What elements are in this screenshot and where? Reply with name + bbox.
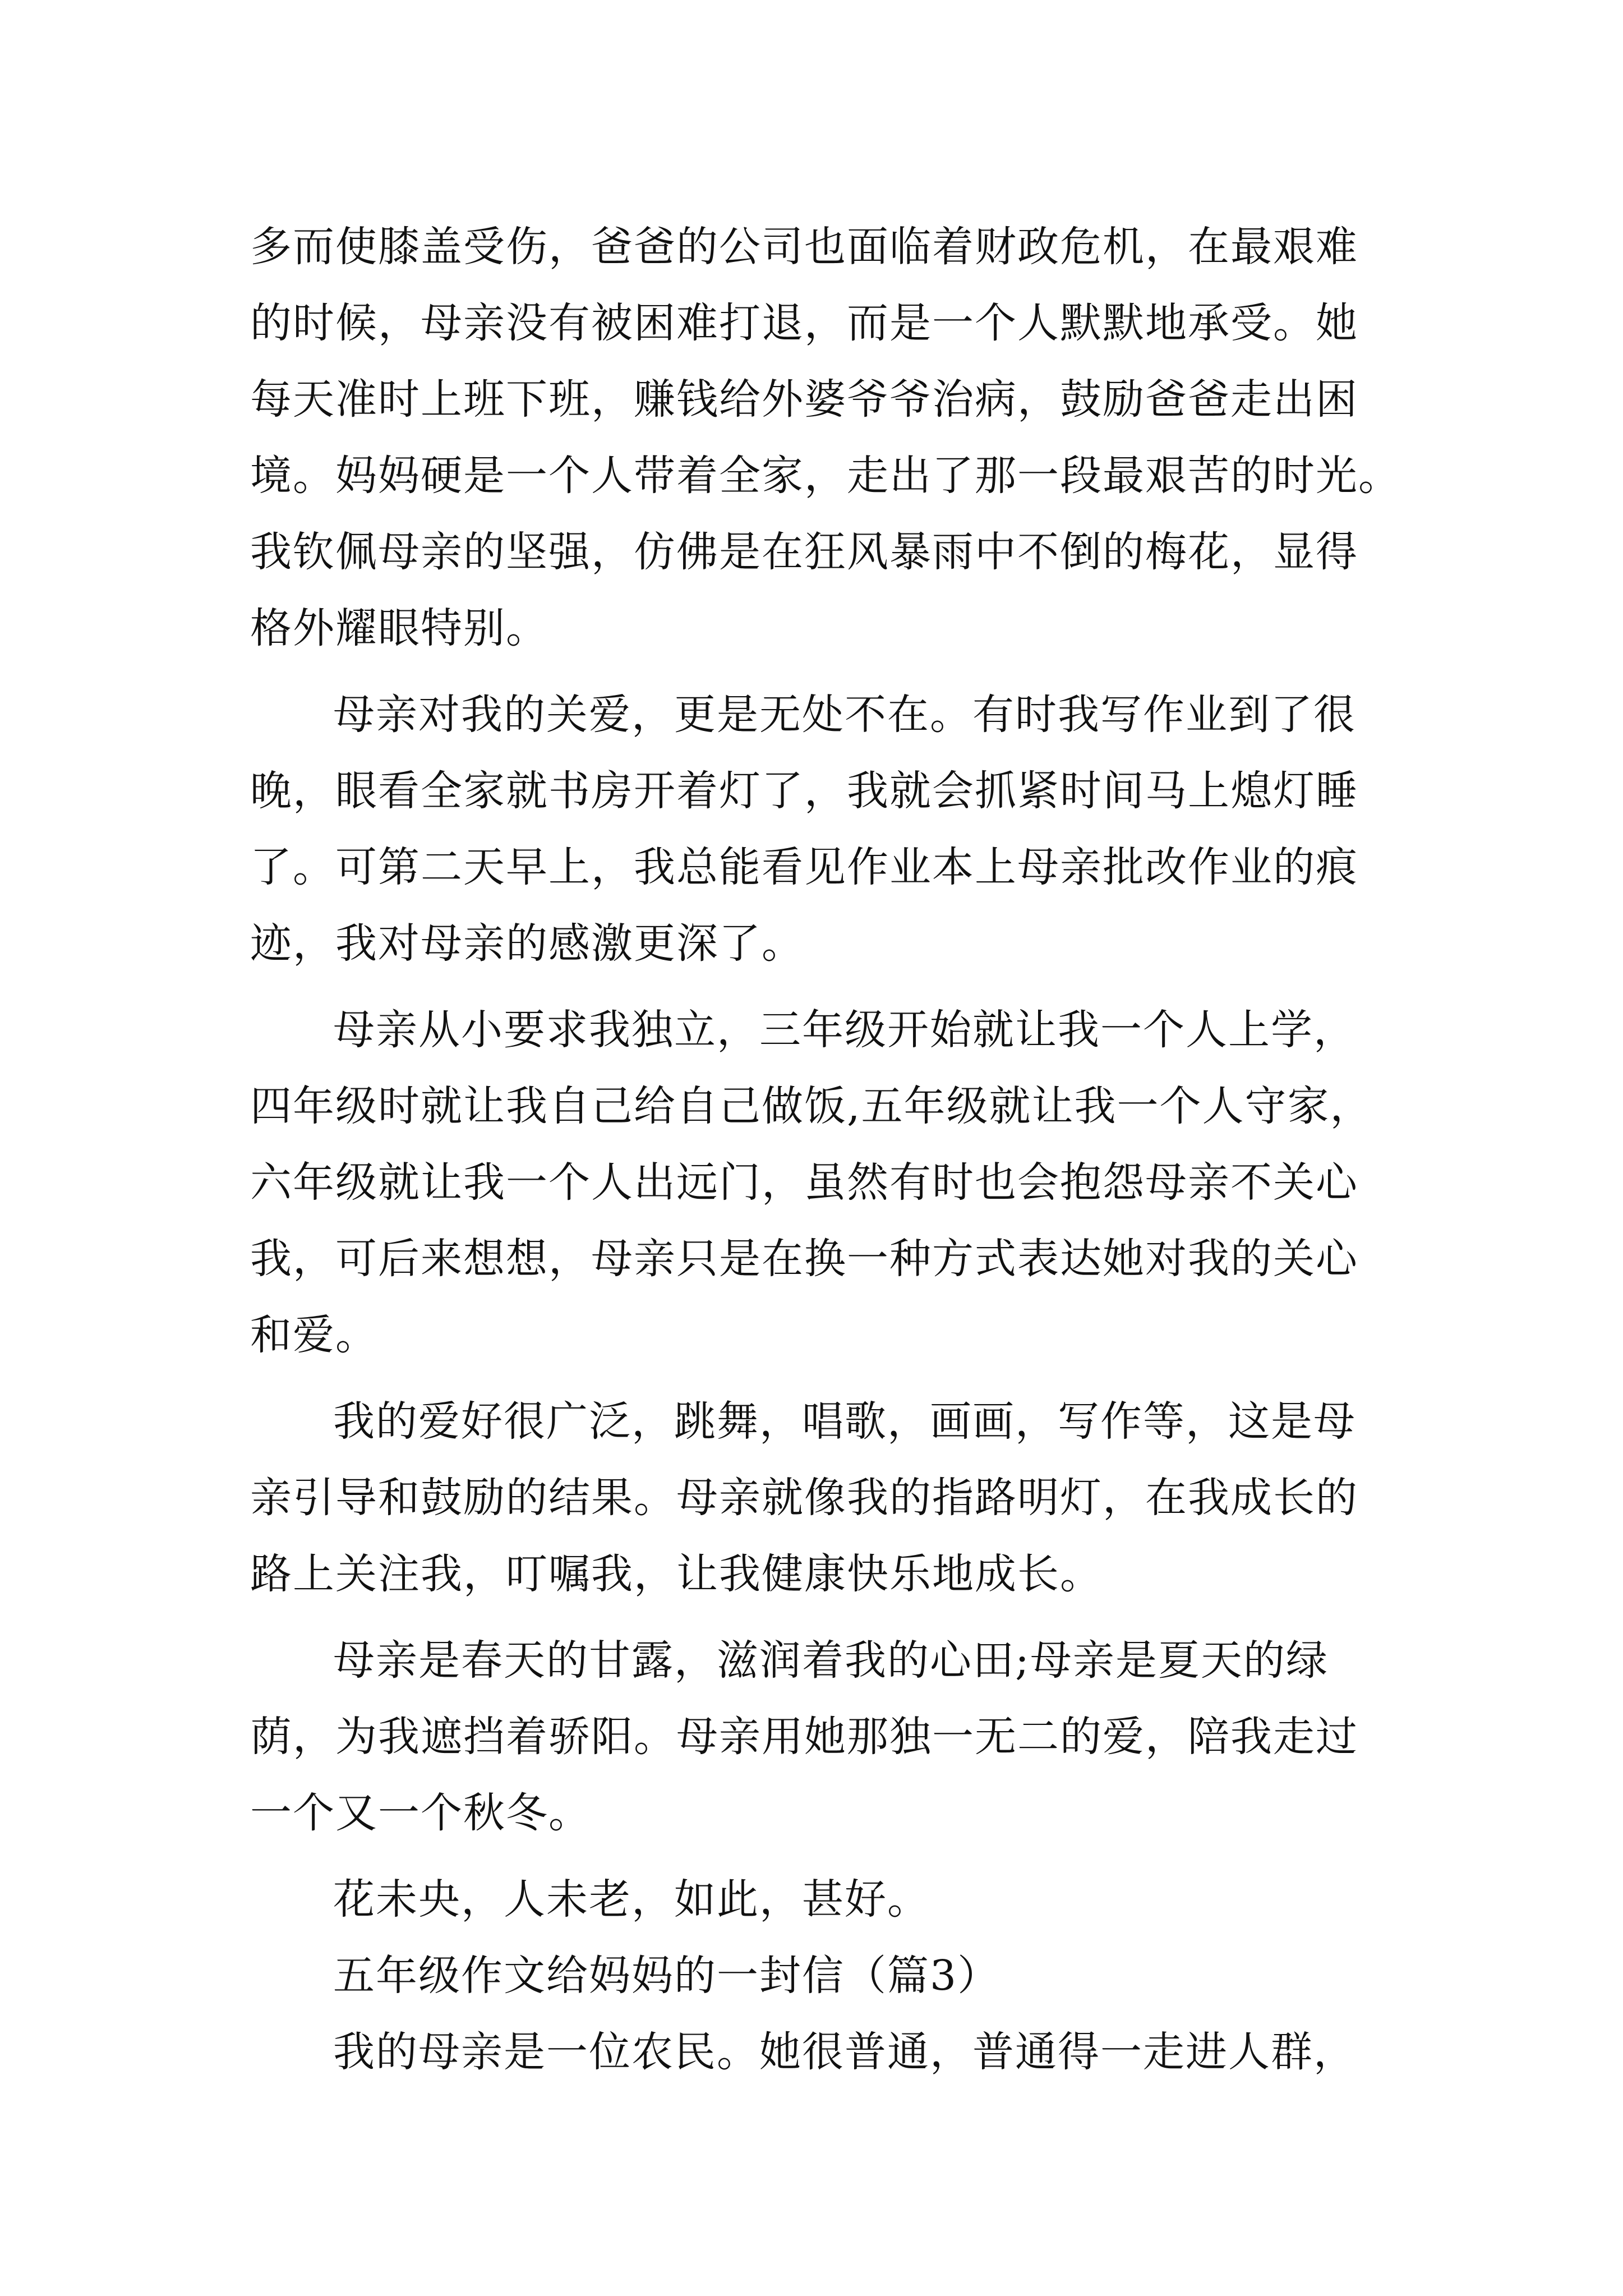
text-line: 我钦佩母亲的坚强，仿佛是在狂风暴雨中不倒的梅花，显得 — [250, 528, 1358, 576]
text-line: 我的母亲是一位农民。她很普通，普通得一走进人群， — [333, 2028, 1356, 2076]
text-line: 母亲从小要求我独立，三年级开始就让我一个人上学， — [333, 1006, 1356, 1054]
paragraph — [250, 992, 1389, 1373]
text-line: 路上关注我，叮嘱我，让我健康快乐地成长。 — [250, 1550, 1103, 1598]
section-heading — [250, 1938, 1389, 2014]
paragraph — [250, 677, 1389, 982]
text-line: 一个又一个秋冬。 — [250, 1789, 591, 1837]
text-line: 了。可第二天早上，我总能看见作业本上母亲批改作业的痕 — [250, 843, 1358, 891]
text-line: 荫，为我遮挡着骄阳。母亲用她那独一无二的爱，陪我走过 — [250, 1713, 1358, 1761]
text-line: 和爱。 — [250, 1311, 378, 1359]
text-line: 亲引导和鼓励的结果。母亲就像我的指路明灯，在我成长的 — [250, 1474, 1358, 1522]
text-line: 六年级就让我一个人出远门，虽然有时也会抱怨母亲不关心 — [250, 1158, 1358, 1207]
text-line: 晚，眼看全家就书房开着灯了，我就会抓紧时间马上熄灯睡 — [250, 767, 1358, 815]
paragraph — [250, 1622, 1389, 1851]
text-line: 的时候，母亲没有被困难打退，而是一个人默默地承受。她 — [250, 299, 1358, 347]
text-line: 迹，我对母亲的感激更深了。 — [250, 919, 804, 968]
paragraph — [250, 209, 1401, 666]
text-line: 多而使膝盖受伤，爸爸的公司也面临着财政危机，在最艰难 — [250, 223, 1358, 271]
text-line: 母亲对我的关爱，更是无处不在。有时我写作业到了很 — [333, 691, 1356, 739]
text-line: 格外耀眼特别。 — [250, 604, 548, 652]
text-line: 母亲是春天的甘露，滋润着我的心田;母亲是夏天的绿 — [333, 1636, 1329, 1685]
document-body — [250, 209, 1401, 2090]
text-line: 境。妈妈硬是一个人带着全家，走出了那一段最艰苦的时光。 — [250, 452, 1401, 500]
text-line: 四年级时就让我自己给自己做饭,五年级就让我一个人守家， — [250, 1082, 1373, 1130]
text-line: 每天准时上班下班，赚钱给外婆爷爷治病，鼓励爸爸走出困 — [250, 375, 1358, 424]
paragraph — [250, 1383, 1389, 1612]
paragraph — [250, 1861, 1389, 1938]
text-line: 我的爱好很广泛，跳舞，唱歌，画画，写作等，这是母 — [333, 1397, 1356, 1446]
heading-line: 五年级作文给妈妈的一封信（篇3） — [333, 1952, 1000, 2000]
paragraph — [250, 2014, 1389, 2090]
text-line: 我，可后来想想，母亲只是在换一种方式表达她对我的关心 — [250, 1235, 1358, 1283]
text-line: 花未央，人未老，如此，甚好。 — [333, 1875, 930, 1924]
